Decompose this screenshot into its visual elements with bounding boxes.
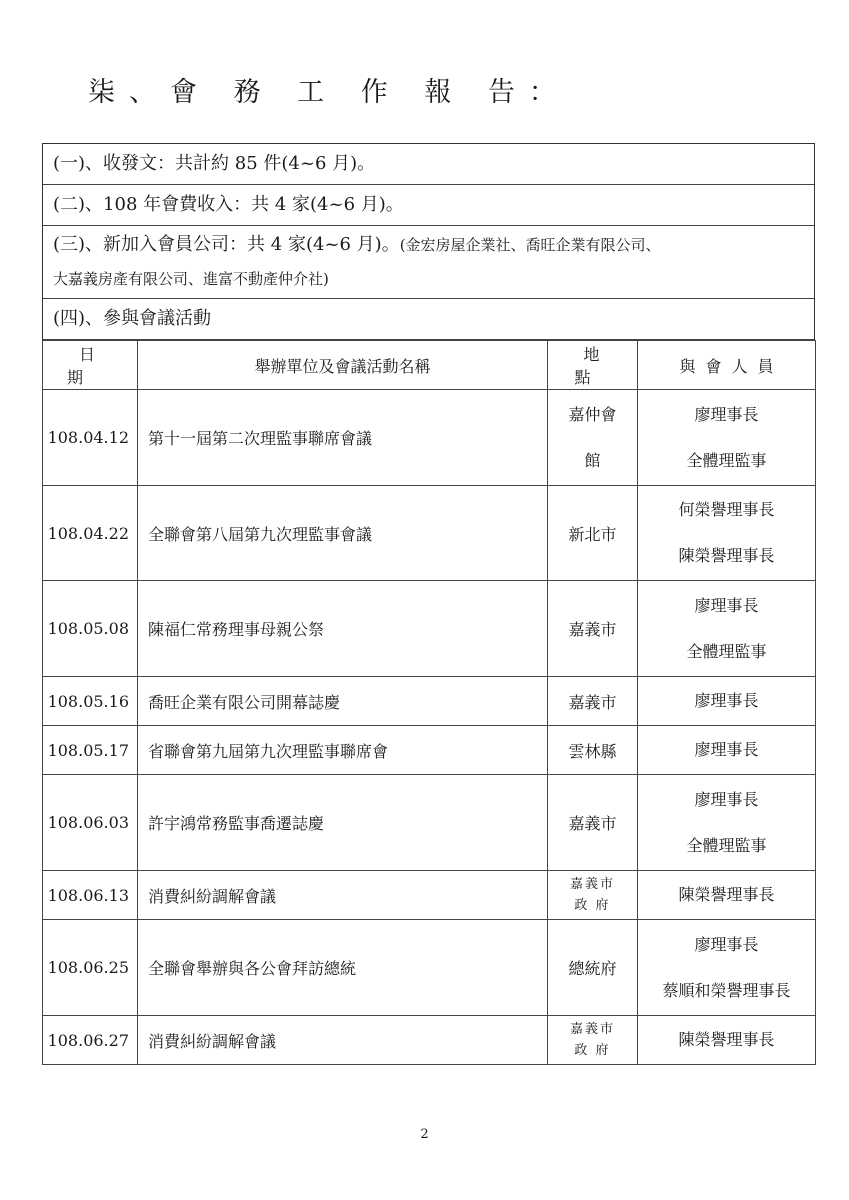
row-attendees: 廖理事長 (638, 677, 816, 726)
summary-item-3-note: (金宏房屋企業社、喬旺企業有限公司、 (399, 236, 661, 254)
table-row (43, 920, 816, 1016)
table-row (43, 390, 816, 486)
row-attendees: 何榮譽理事長 陳榮譽理事長 (638, 486, 816, 581)
header-date: 日期 (43, 341, 138, 390)
row-place: 總統府 (548, 920, 638, 1016)
row-place: 嘉義市 (548, 775, 638, 871)
table-row (43, 726, 816, 775)
row-date: 108.05.16 (43, 677, 138, 726)
row-name: 許宇鴻常務監事喬遷誌慶 (138, 775, 548, 871)
header-name: 舉辦單位及會議活動名稱 (138, 341, 548, 390)
header-attendees: 與會人員 (638, 341, 816, 390)
table-row (43, 1016, 816, 1065)
row-place: 嘉義市 政 府 (548, 871, 638, 920)
row-attendees: 廖理事長 全體理監事 (638, 581, 816, 677)
row-name: 全聯會第八屆第九次理監事會議 (138, 486, 548, 581)
header-place: 地點 (548, 341, 638, 390)
page-number: 2 (420, 1127, 429, 1142)
row-date: 108.04.22 (43, 486, 138, 581)
row-place: 雲林縣 (548, 726, 638, 775)
row-name: 省聯會第九屆第九次理監事聯席會 (138, 726, 548, 775)
row-name: 第十一屆第二次理監事聯席會議 (138, 390, 548, 486)
row-date: 108.06.27 (43, 1016, 138, 1065)
row-place: 新北市 (548, 486, 638, 581)
row-place: 嘉義市 政 府 (548, 1016, 638, 1065)
row-date: 108.05.17 (43, 726, 138, 775)
table-row (43, 486, 816, 581)
row-name: 陳福仁常務理事母親公祭 (138, 581, 548, 677)
row-attendees: 廖理事長 (638, 726, 816, 775)
table-row (43, 871, 816, 920)
row-attendees: 陳榮譽理事長 (638, 871, 816, 920)
row-attendees: 廖理事長 蔡順和榮譽理事長 (638, 920, 816, 1016)
summary-item-3-line2: 大嘉義房產有限公司、進富不動產仲介社) (53, 270, 329, 288)
report-sheet (42, 143, 815, 1065)
row-attendees: 陳榮譽理事長 (638, 1016, 816, 1065)
summary-item-3 (43, 226, 814, 299)
summary-item-2: (二)、108 年會費收入：共 4 家(4~6 月)。 (43, 185, 814, 226)
table-header-row (43, 341, 816, 390)
row-place: 嘉義市 (548, 677, 638, 726)
summary-item-4: (四)、參與會議活動 (43, 299, 814, 340)
row-name: 喬旺企業有限公司開幕誌慶 (138, 677, 548, 726)
table-row (43, 677, 816, 726)
row-date: 108.06.25 (43, 920, 138, 1016)
summary-item-3-main: (三)、新加入會員公司：共 4 家(4~6 月)。 (53, 234, 400, 255)
row-date: 108.05.08 (43, 581, 138, 677)
row-name: 全聯會舉辦與各公會拜訪總統 (138, 920, 548, 1016)
row-date: 108.04.12 (43, 390, 138, 486)
row-name: 消費糾紛調解會議 (138, 1016, 548, 1065)
row-attendees: 廖理事長 全體理監事 (638, 390, 816, 486)
row-date: 108.06.03 (43, 775, 138, 871)
row-place: 嘉義市 (548, 581, 638, 677)
summary-item-1: (一)、收發文：共計約 85 件(4~6 月)。 (43, 144, 814, 185)
meetings-table (42, 340, 816, 1065)
row-date: 108.06.13 (43, 871, 138, 920)
row-attendees: 廖理事長 全體理監事 (638, 775, 816, 871)
table-row (43, 775, 816, 871)
page-title: 柒、會 務 工 作 報 告： (88, 77, 570, 108)
row-name: 消費糾紛調解會議 (138, 871, 548, 920)
table-row (43, 581, 816, 677)
row-place: 嘉仲會 館 (548, 390, 638, 486)
summary-box (42, 143, 815, 340)
